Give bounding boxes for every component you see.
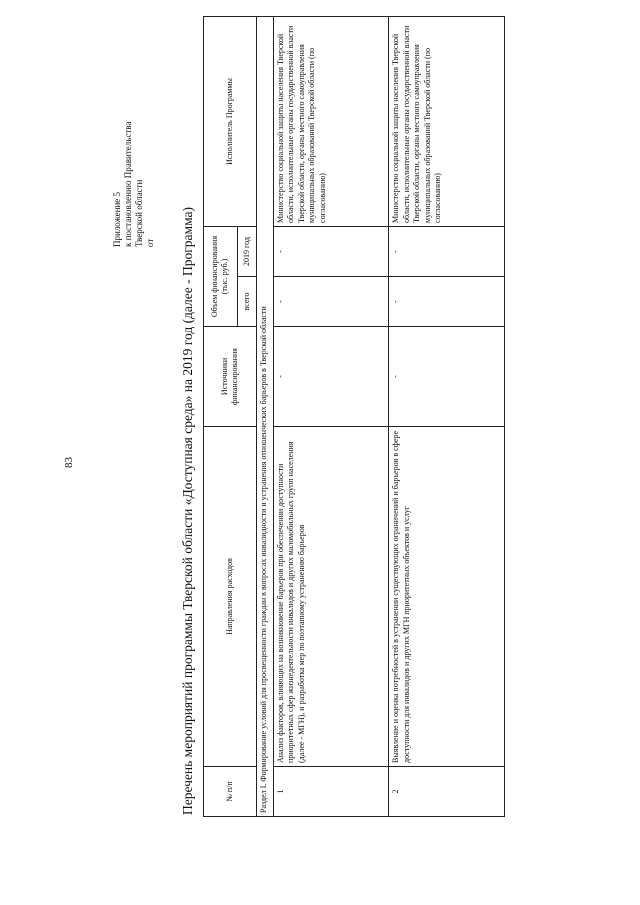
header-year: 2019 год (237, 226, 256, 276)
header-executor: Исполнитель Программы (204, 16, 257, 226)
page-number: 83 (63, 457, 75, 468)
header-total: всего (237, 277, 256, 327)
annex-line: Приложение 5 (112, 191, 122, 247)
annex-line: от (145, 238, 155, 247)
header-volume: Объем финансирования (тыс. руб.) (204, 226, 238, 326)
document-title: Перечень мероприятий программы Тверской области «Доступная среда» на 2019 год (далее - Программа) (180, 206, 195, 815)
row-year: - (389, 226, 505, 276)
header-sources: Источники финансирования (204, 327, 257, 427)
row-total: - (389, 277, 505, 327)
measures-table (203, 16, 505, 817)
row-executor: Министерство социальной защиты населения Тверской области, исполнительные органы государственной власти Тверской области, органы местного самоуправления муниципальных образований Тверской области (по согласованию) (273, 16, 389, 226)
row-num: 1 (273, 767, 389, 817)
row-year: - (273, 226, 389, 276)
row-sources: - (273, 327, 389, 427)
header-direction: Направления расходов (204, 427, 257, 767)
row-total: - (273, 277, 389, 327)
annex-line: к постановлению Правительства (123, 121, 133, 247)
annex-note (112, 122, 156, 247)
annex-line: Тверской области (134, 179, 144, 247)
row-sources: - (389, 327, 505, 427)
row-direction: Анализ факторов, влияющих на возникновение барьеров при обеспечении доступности приоритетных сфер жизнедеятельности инвалидов и других маломобильных групп населения (далее - МГН), и разработка мер по поэтапному устранению барьеров (273, 427, 389, 767)
header-num: № п/п (204, 767, 257, 817)
section-row (257, 16, 273, 816)
row-num: 2 (389, 767, 505, 817)
section-title: Раздел I. Формирование условий для просвещенности граждан в вопросах инвалидности и устранения отношенческих барьеров в Тверской области (257, 16, 273, 816)
table-row (389, 16, 505, 816)
row-executor: Министерство социальной защиты населения Тверской области, исполнительные органы государственной власти Тверской области, органы местного самоуправления муниципальных образований Тверской области (по согласованию) (389, 16, 505, 226)
table-row (273, 16, 389, 816)
row-direction: Выявление и оценка потребностей в устранении существующих ограничений и барьеров в сфере доступности для инвалидов и других МГН приоритетных объектов и услуг (389, 427, 505, 767)
